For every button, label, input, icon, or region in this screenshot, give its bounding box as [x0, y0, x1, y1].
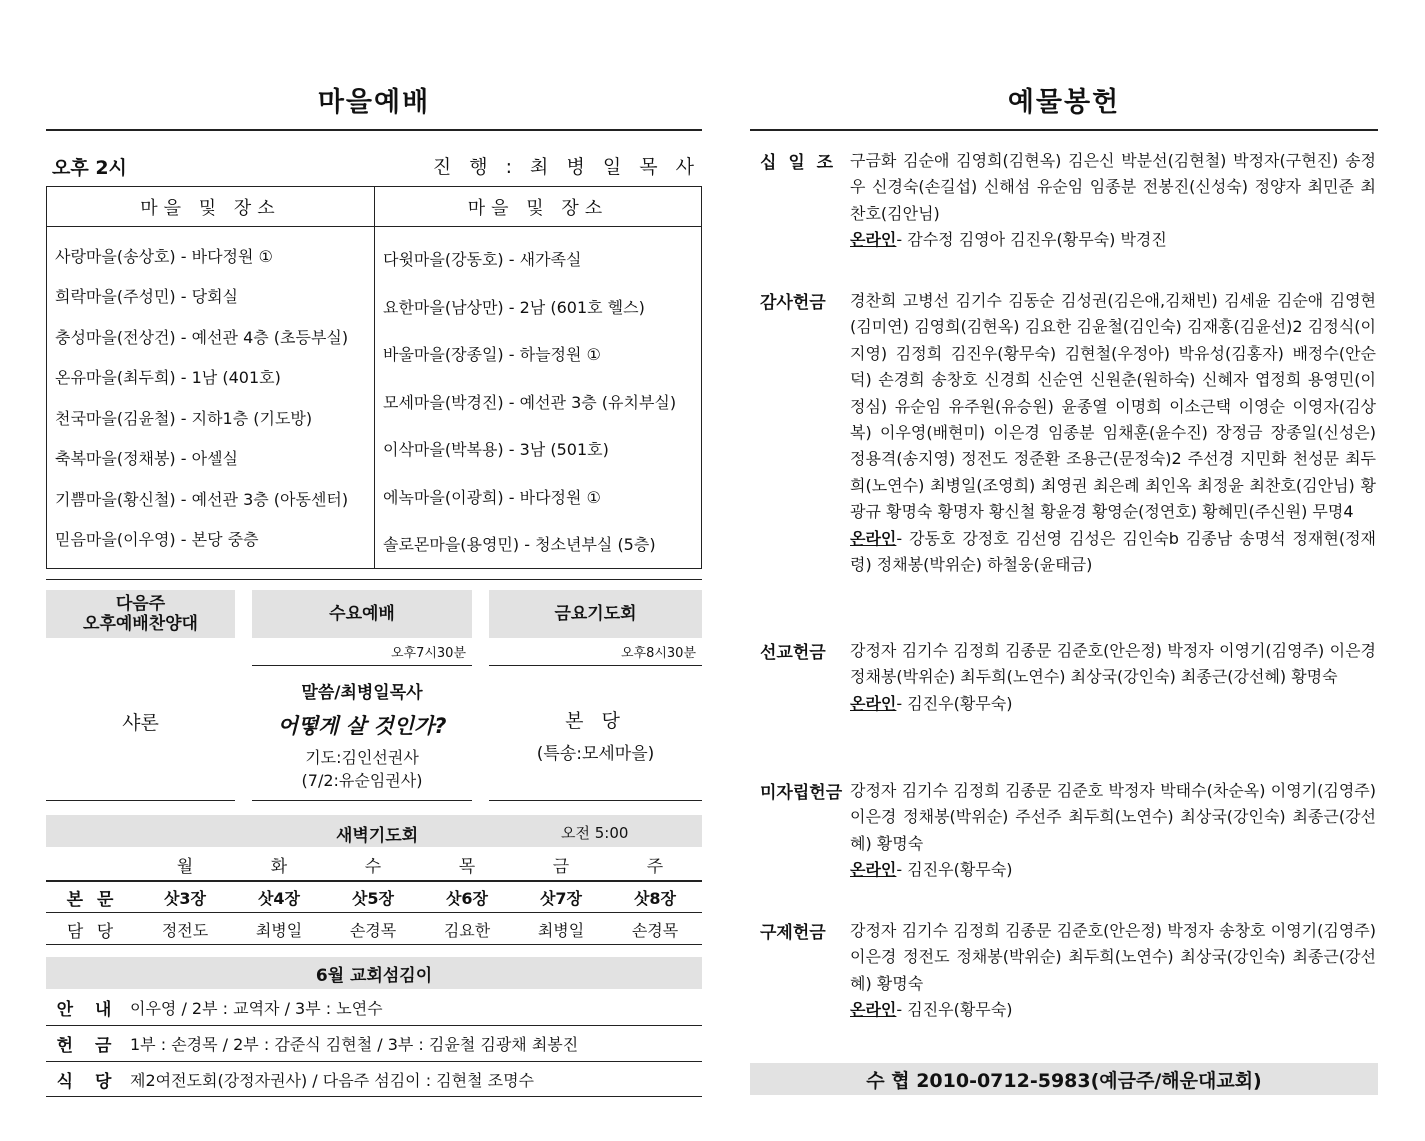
- dawn-prayer-band: [46, 815, 702, 847]
- friday-bottom-rule: [489, 800, 702, 801]
- list-item: 충성마을(전상건) - 예선관 4층 (초등부실): [55, 327, 349, 347]
- table-cell: 삿7장: [539, 888, 583, 908]
- duty-divider: [46, 1096, 702, 1097]
- list-item: 사랑마을(송상호) - 바다정원 ①: [55, 246, 273, 266]
- offering-names: 구금화 김순애 김영희(김현옥) 김은신 박분선(김현철) 박정자(구현진) 송정우 신경숙(손길섭) 신해섬 유순임 임종분 전봉진(신성숙) 정양자 최민준 최찬호(김안님): [850, 151, 1376, 223]
- table-cell: 삿3장: [163, 888, 207, 908]
- online-label: 온라인: [850, 1000, 897, 1020]
- title-divider: [46, 129, 702, 131]
- table-cell: 삿5장: [351, 888, 395, 908]
- friday-time: 오후8시30분: [489, 642, 702, 666]
- offerings-title: 예물봉헌: [1007, 87, 1121, 118]
- section-divider: [46, 579, 702, 580]
- table-cell: 최병일: [537, 920, 585, 940]
- village-table: [46, 186, 702, 569]
- wednesday-prayer-note: (7/2:유순임권사): [301, 771, 423, 790]
- list-item: 축복마을(정채봉) - 아셀실: [55, 449, 238, 469]
- list-item: 기쁨마을(황신철) - 예선관 3층 (아동센터): [55, 489, 349, 509]
- worship-time: 오후 2시: [52, 157, 127, 179]
- day-label: 수: [364, 856, 382, 877]
- dawn-text-label: 본 문: [66, 889, 118, 910]
- list-item: 천국마을(김윤철) - 지하1층 (기도방): [55, 408, 313, 428]
- list-item: 이삭마을(박복용) - 3남 (501호): [383, 440, 609, 460]
- dawn-divider: [46, 944, 702, 945]
- offering-label: 십 일 조: [760, 153, 837, 173]
- friday-place: 본 당: [565, 710, 626, 732]
- service-duty-row: [46, 1062, 702, 1097]
- service-duty-value: 1부 : 손경목 / 2부 : 감준식 김현철 / 3부 : 김윤철 김광채 최봉진: [130, 1035, 579, 1054]
- dawn-prayer-title: 새벽기도회: [336, 826, 419, 846]
- service-duty-label: 헌 금: [56, 1036, 120, 1056]
- choir-title-line2: 오후예배찬양대: [83, 614, 198, 634]
- day-label: 금: [552, 856, 570, 877]
- village-table-header-left: 마을 및 장소: [47, 187, 374, 227]
- online-label: 온라인: [850, 230, 897, 250]
- dawn-prayer-time: 오전 5:00: [561, 824, 629, 842]
- online-names: - 강동호 강정호 김선영 김성은 김인숙b 김종남 송명석 정재현(정재령) 정채봉(박위순) 하철웅(윤태금): [850, 528, 1376, 575]
- list-item: 온유마을(최두희) - 1남 (401호): [55, 368, 281, 388]
- offering-label: 미자립헌금: [760, 783, 843, 803]
- wednesday-bottom-rule: [252, 800, 472, 801]
- service-duty-label: 안 내: [56, 1000, 120, 1020]
- table-cell: 최병일: [255, 920, 303, 940]
- list-item: 믿음마을(이우영) - 본당 중층: [55, 530, 259, 550]
- village-list-left: [55, 235, 348, 559]
- choir-name: 샤론: [122, 712, 159, 734]
- service-duty-row: [46, 990, 702, 1025]
- list-item: 희락마을(주성민) - 당회실: [55, 287, 238, 307]
- offering-names: 강정자 김기수 김정희 김종문 김준호(안은정) 박정자 송창호 이영기(김영주) 이은경 정전도 정채봉(박위순) 최두희(노연수) 최상국(강인숙) 최종근(강선혜) 황명숙: [850, 921, 1376, 993]
- table-cell: 손경목: [349, 920, 397, 940]
- offering-label: 감사헌금: [760, 293, 826, 313]
- wednesday-time: 오후7시30분: [252, 642, 472, 666]
- dawn-leader-label: 담 당: [66, 921, 118, 942]
- wednesday-header: 수요예배: [252, 590, 472, 638]
- dawn-leader-row: [46, 913, 702, 945]
- list-item: 모세마을(박경진) - 예선관 3층 (유치부실): [383, 392, 677, 412]
- dawn-days-row: [46, 848, 702, 880]
- village-list-right: [383, 235, 676, 568]
- service-duty-label: 식 당: [56, 1072, 120, 1092]
- service-duty-value: 이우영 / 2부 : 교역자 / 3부 : 노연수: [130, 999, 383, 1018]
- service-duty-title: 6월 교회섬김이: [46, 957, 702, 989]
- table-cell: 삿6장: [445, 888, 489, 908]
- service-duty-value: 제2여전도회(강정자권사) / 다음주 섬김이 : 김현철 조명수: [130, 1071, 534, 1090]
- wednesday-sermon-by: 말씀/최병일목사: [301, 683, 423, 703]
- table-cell: 삿4장: [257, 888, 301, 908]
- online-label: 온라인: [850, 528, 897, 548]
- wednesday-prayer: 기도:김인선권사: [305, 748, 419, 767]
- online-label: 온라인: [850, 860, 897, 880]
- offering-label: 선교헌금: [760, 643, 826, 663]
- left-column: [46, 0, 702, 1141]
- bank-account: 수 협 2010-0712-5983(예금주/해운대교회): [750, 1063, 1378, 1095]
- dawn-text-row: [46, 881, 702, 913]
- table-cell: 손경목: [631, 920, 679, 940]
- choir-title-line1: 다음주: [115, 594, 166, 614]
- list-item: 요한마을(남상만) - 2남 (601호 헬스): [383, 297, 645, 317]
- friday-special-song: (특송:모세마을): [536, 744, 655, 764]
- online-label: 온라인: [850, 693, 897, 713]
- village-worship-title: 마을예배: [317, 87, 431, 118]
- offering-label: 구제헌금: [760, 923, 826, 943]
- village-table-header-right: 마을 및 장소: [375, 187, 701, 227]
- wednesday-sermon-title: 어떻게 살 것인가?: [277, 714, 447, 738]
- offering-names: 강정자 김기수 김정희 김종문 김준호(안은정) 박정자 이영기(김영주) 이은경 정채봉(박위순) 최두희(노연수) 최상국(강인숙) 최종근(강선혜) 황명숙: [850, 641, 1376, 687]
- online-names: - 감수정 김영아 김진우(황무숙) 박경진: [896, 230, 1167, 250]
- offering-names: 경찬희 고병선 김기수 김동순 김성권(김은애,김채빈) 김세윤 김순애 김영현(김미연) 김영희(김현옥) 김요한 김윤철(김인숙) 김재홍(김윤선)2 김정식(이지영) 김정희 김진우(황무숙) 김현철(우정아) 박유성(김홍자) 배정수(안순덕) 손경희 송창호 신경희 신순연 신원춘(원하숙) 신혜자 엽정희 용영민(이정심) 유순임 유주원(유승원) 윤종열 이명희 이소근택 이영순 이영자(김상복) 이우영(배현미) 이은경 임종분 임채훈(윤수진) 장정금 장종일(신성은) 정용격(송지영) 정전도 정준환 조용근(문정숙)2 주선경 지민화 천성문 최두희(노연수) 최병일(조영희) 최영권 최은례 최인옥 최정윤 최찬호(김안님) 황광규 황명숙 황명자 황신철 황윤경 황영순(정연호) 황혜민(주신원) 무명4: [850, 291, 1376, 522]
- list-item: 솔로몬마을(용영민) - 청소년부실 (5층): [383, 535, 656, 555]
- day-label: 월: [176, 856, 194, 877]
- offering-names: 강정자 김기수 김정희 김종문 김준호 박정자 박태수(차순옥) 이영기(김영주) 이은경 정채봉(박위순) 주선주 최두희(노연수) 최상국(강인숙) 최종근(강선혜) 황명숙: [850, 781, 1376, 853]
- list-item: 다윗마을(강동호) - 새가족실: [383, 250, 582, 270]
- choir-header: [46, 590, 235, 638]
- day-label: 목: [458, 856, 476, 877]
- friday-header: 금요기도회: [489, 590, 702, 638]
- day-label: 화: [270, 856, 288, 877]
- list-item: 바울마을(장종일) - 하늘정원 ①: [383, 345, 601, 365]
- worship-leader: 진 행 : 최 병 일 목 사: [432, 156, 700, 178]
- choir-bottom-rule: [46, 800, 235, 801]
- table-cell: 김요한: [443, 920, 491, 940]
- online-names: - 김진우(황무숙): [896, 860, 1013, 880]
- title-divider: [750, 129, 1378, 131]
- village-table-divider: [374, 187, 375, 568]
- online-names: - 김진우(황무숙): [896, 693, 1013, 713]
- table-cell: 삿8장: [633, 888, 677, 908]
- list-item: 에녹마을(이광희) - 바다정원 ①: [383, 487, 601, 507]
- online-names: - 김진우(황무숙): [896, 1000, 1013, 1020]
- day-label: 주: [646, 856, 664, 877]
- table-cell: 정전도: [161, 920, 209, 940]
- service-duty-row: [46, 1026, 702, 1061]
- right-column: [750, 0, 1378, 1141]
